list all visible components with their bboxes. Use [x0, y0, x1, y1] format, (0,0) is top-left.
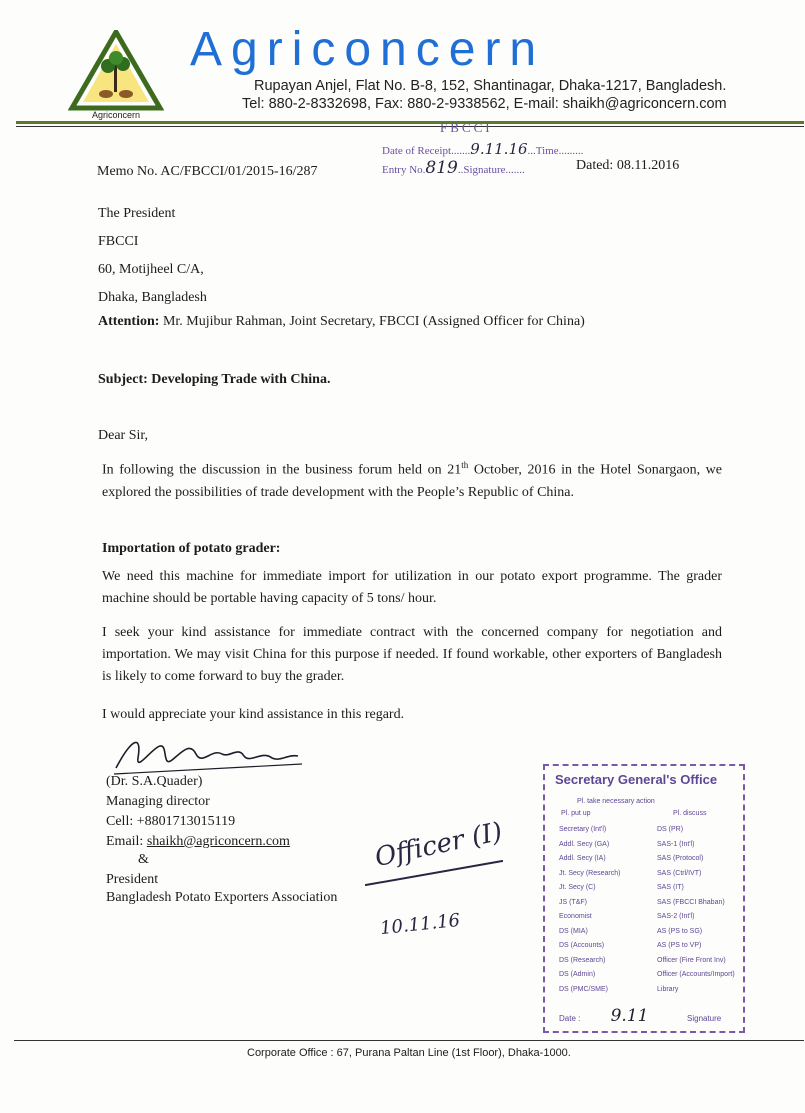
sg-office-date-line: Date : 9.11 — [559, 1006, 649, 1026]
company-logo — [68, 30, 164, 120]
sg-office-routing-item: SAS-1 (Int'l) — [657, 840, 695, 848]
signatory-email[interactable]: shaikh@agriconcern.com — [146, 834, 290, 849]
attention-label: Attention: — [98, 314, 160, 329]
sg-office-routing-item: AS (PS to VP) — [657, 942, 702, 949]
sg-office-routing-item: DS (Admin) — [559, 971, 596, 978]
paragraph-2: We need this machine for immediate import for utilization in our potato export programme. The grader machine should be portable having capacity of 5 tons/ hour. — [102, 569, 722, 606]
stamp-date-value: 9.11.16 — [470, 140, 528, 158]
handwritten-note — [360, 810, 520, 960]
company-address: Rupayan Anjel, Flat No. B-8, 152, Shantinagar, Dhaka-1217, Bangladesh. — [254, 78, 727, 94]
company-name: Agriconcern — [190, 23, 546, 76]
memo-number: Memo No. AC/FBCCI/01/2015-16/287 — [97, 164, 318, 179]
salutation: Dear Sir, — [98, 428, 148, 443]
handwritten-note-line-1: Officer (I) — [372, 816, 505, 874]
recipient-line-3: 60, Motijheel C/A, — [98, 262, 204, 277]
sg-office-routing-item: Officer (Fire Front Inv) — [657, 956, 726, 964]
sg-office-routing-item: DS (MIA) — [559, 927, 588, 935]
sg-office-routing-item: DS (Accounts) — [559, 942, 605, 949]
sg-office-signature-label: Signature — [687, 1014, 722, 1023]
section-heading: Importation of potato grader: — [102, 541, 281, 556]
sg-office-routing-item: DS (PMC/SME) — [559, 985, 608, 993]
sg-office-routing-item: Economist — [559, 913, 592, 920]
recipient-line-4: Dhaka, Bangladesh — [98, 290, 207, 305]
sg-office-routing-item: Jt. Secy (C) — [559, 884, 596, 891]
sg-office-routing-item: SAS-2 (Int'l) — [657, 913, 695, 920]
receipt-stamp — [380, 120, 584, 182]
signatory-email-line: Email: shaikh@agriconcern.com — [106, 834, 290, 849]
paragraph-3: I seek your kind assistance for immediate contract with the concerned company for negotiation and importation. We may visit China for this purpose if needed. If found workable, other exporters of Bangladesh is likely to come forward to buy the grader. — [102, 625, 722, 684]
paragraph-4: I would appreciate your kind assistance in this regard. — [102, 707, 405, 722]
signatory-title-2: President — [106, 872, 159, 887]
sg-office-routing-item: SAS (IT) — [657, 884, 684, 891]
letter-date: Dated: 08.11.2016 — [576, 158, 680, 173]
sg-office-routing-item: SAS (Protocol) — [657, 855, 704, 862]
signatory-cell: Cell: +8801713015119 — [106, 814, 236, 829]
sg-office-routing-item: Addl. Secy (IA) — [559, 855, 606, 862]
footer-rule — [14, 1040, 804, 1041]
ampersand: & — [138, 852, 149, 867]
sg-office-routing-item: Secretary (Int'l) — [559, 826, 607, 833]
sg-office-title: Secretary General's Office — [555, 772, 718, 787]
recipient-line-1: The President — [98, 206, 176, 221]
signatory-organization: Bangladesh Potato Exporters Association — [106, 890, 338, 905]
sg-office-routing-item: AS (PS to SG) — [657, 927, 703, 935]
sg-office-routing-item: Jt. Secy (Research) — [559, 869, 621, 877]
attention-text: Mr. Mujibur Rahman, Joint Secretary, FBCCI (Assigned Officer for China) — [162, 314, 585, 329]
subject-line: Subject: Developing Trade with China. — [98, 372, 331, 387]
signature-scribble — [112, 728, 312, 780]
stamp-date-line: Date of Receipt.......9.11.16...Time......... — [382, 140, 584, 158]
stamp-entry-value: 819 — [425, 158, 458, 178]
sg-office-date-value: 9.11 — [610, 1006, 649, 1026]
signatory-title: Managing director — [106, 794, 210, 809]
sg-office-routing-item: JS (T&F) — [559, 898, 587, 906]
sg-office-routing-item: Addl. Secy (GA) — [559, 840, 610, 848]
sg-office-routing-item: Officer (Accounts/Import) — [657, 971, 735, 978]
sg-office-routing-item: DS (PR) — [657, 826, 684, 833]
sg-office-stamp: Secretary General's Office Pl. take necessary action Pl. put up Pl. discuss Date : 9.11 Signature Secretary (Int'l) Addl. Secy (GA) Addl. Secy (IA) Jt. Secy (Research) Jt. Secy (C) JS (T&F) Economist DS (MIA) DS (Accounts) DS (Research) DS (Admin) DS (PMC/SME) DS (PR) SAS-1 (Int'l) SAS (Protocol) SAS (Ctrl/IVT) SAS (IT) SAS (FBCCI Bhaban) SAS-2 (Int'l) AS (PS to SG) AS (PS to VP) Officer (Fire Front Inv) Officer (Accounts/Import) Library — [543, 764, 745, 1033]
sg-office-routing-item: DS (Research) — [559, 956, 606, 964]
sg-office-routing-item: Library — [657, 985, 679, 993]
sg-office-routing-item: SAS (Ctrl/IVT) — [657, 869, 702, 877]
stamp-title: FBCCI — [440, 120, 493, 135]
company-contact: Tel: 880-2-8332698, Fax: 880-2-9338562, E-mail: shaikh@agriconcern.com — [242, 96, 727, 112]
logo-caption: Agriconcern — [91, 110, 141, 120]
corporate-office-footer: Corporate Office : 67, Purana Paltan Line (1st Floor), Dhaka-1000. — [247, 1047, 571, 1059]
handwritten-note-line-2: 10.11.16 — [379, 909, 462, 940]
recipient-line-2: FBCCI — [98, 234, 139, 249]
signatory-name: (Dr. S.A.Quader) — [106, 774, 203, 789]
stamp-entry-line: Entry No.819..Signature....... — [382, 158, 525, 178]
paragraph-1: In following the discussion in the business forum held on 21th October, 2016 in the Hotel Sonargaon, we explored the possibilities of trade development with the People’s Republic of China. — [102, 460, 722, 500]
attention-line — [98, 314, 585, 330]
sg-office-routing-item: SAS (FBCCI Bhaban) — [657, 898, 725, 906]
